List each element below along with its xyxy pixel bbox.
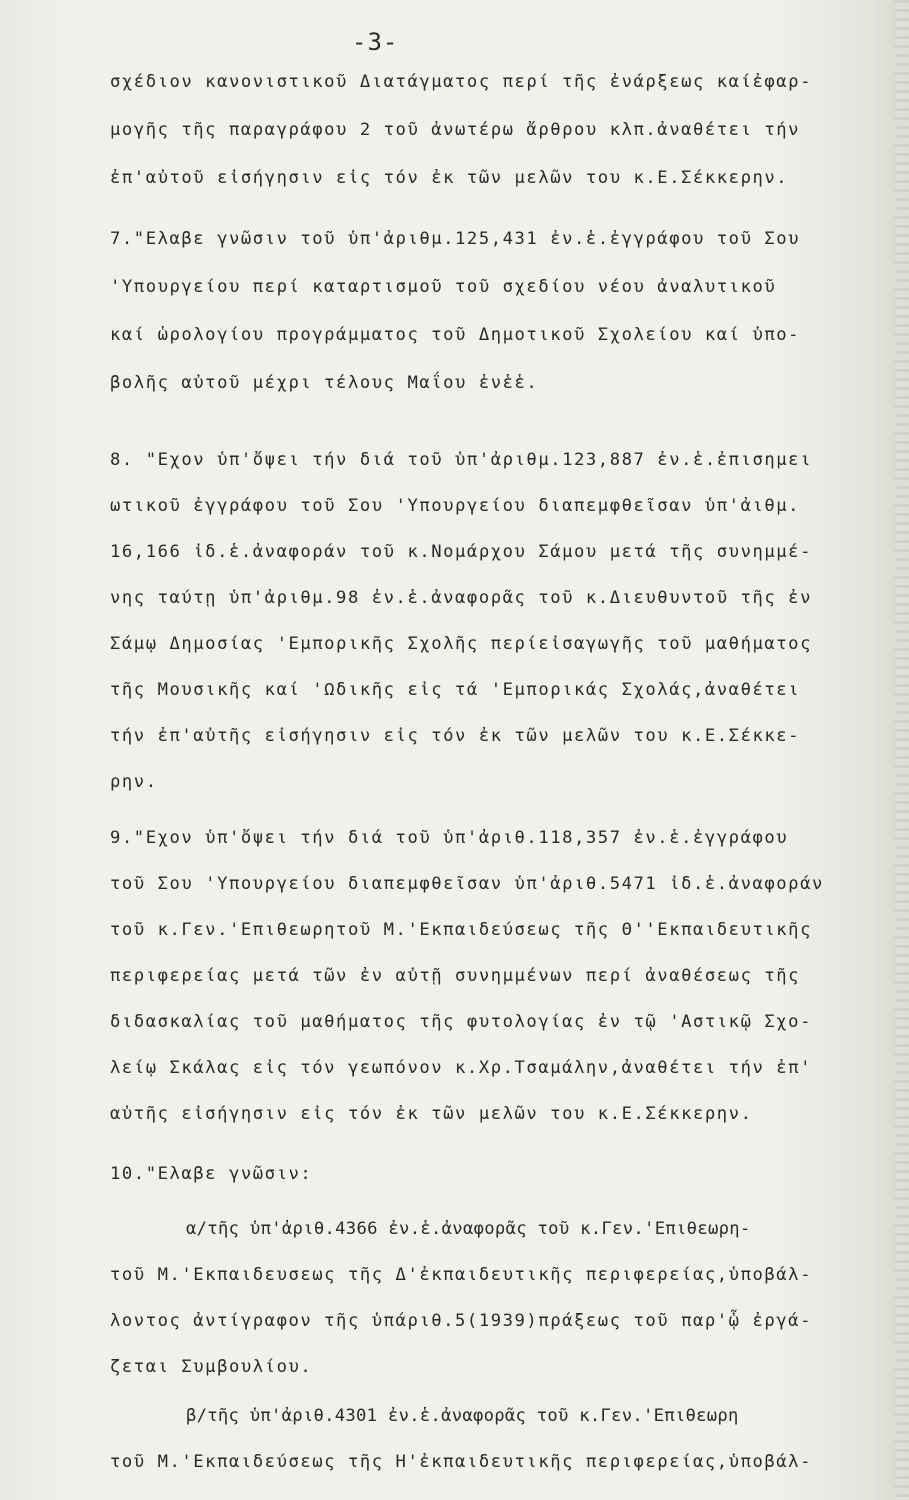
text-line: τοῦ κ.Γεν.'Επιθεωρητοῦ Μ.'Εκπαιδεύσεως τῆς Θ''Εκπαιδευτικῆς xyxy=(110,920,812,940)
text-line: 16,166 ἰδ.ἑ.ἀναφοράν τοῦ κ.Νομάρχου Σάμου μετά τῆς συνημμέ- xyxy=(110,542,812,562)
text-line: μογῆς τῆς παραγράφου 2 τοῦ ἀνωτέρω ἄρθρου κλπ.ἀναθέτει τήν xyxy=(110,120,801,140)
text-line: καί ὡρολογίου προγράμματος τοῦ Δημοτικοῦ Σχολείου καί ὑπο- xyxy=(110,325,801,345)
text-line: νης ταύτῃ ὑπ'ἀριθμ.98 ἐν.ἑ.ἀναφορᾶς τοῦ κ.Διευθυντοῦ τῆς ἐν xyxy=(110,588,812,608)
text-line: 9."Εχον ὑπ'ὄψει τήν διά τοῦ ὑπ'ἀριθ.118,357 ἐν.ἑ.ἐγγράφου xyxy=(110,828,789,848)
text-line: τοῦ Μ.'Εκπαιδεύσεως τῆς Η'ἐκπαιδευτικῆς περιφερείας,ὑποβάλ- xyxy=(110,1452,812,1472)
text-line: α/τῆς ὑπ'ἀριθ.4366 ἐν.ἑ.ἀναφορᾶς τοῦ κ.Γεν.'Επιθεωρη- xyxy=(186,1219,751,1239)
text-line: ζεται Συμβουλίου. xyxy=(110,1357,313,1377)
text-line: λοντος ἀντίγραφον τῆς ὑπάριθ.5(1939)πράξεως τοῦ παρ'ᾧ ἐργά- xyxy=(110,1311,812,1331)
text-line: 7."Ελαβε γνῶσιν τοῦ ὑπ'ἀριθμ.125,431 ἐν.ἑ.ἐγγράφου τοῦ Σου xyxy=(110,229,801,249)
text-line: βολῆς αὐτοῦ μέχρι τέλους Μαΐου ἐνἑἑ. xyxy=(110,373,539,393)
text-line: αὐτῆς εἰσήγησιν εἰς τόν ἐκ τῶν μελῶν του κ.Ε.Σέκκερην. xyxy=(110,1104,753,1124)
text-line: τῆς Μουσικῆς καί 'Ωδικῆς εἰς τά 'Εμπορικάς Σχολάς,ἀναθέτει xyxy=(110,680,801,700)
text-line: διδασκαλίας τοῦ μαθήματος τῆς φυτολογίας ἐν τῷ 'Αστικῷ Σχο- xyxy=(110,1012,812,1032)
text-line: περιφερείας μετά τῶν ἐν αὐτῇ συνημμένων περί ἀναθέσεως τῆς xyxy=(110,966,801,986)
page-edge-shadow xyxy=(895,0,909,1500)
text-line: τήν ἐπ'αὐτῆς εἰσήγησιν εἰς τόν ἐκ τῶν μελῶν του κ.Ε.Σέκκε- xyxy=(110,726,801,746)
text-line: ἐπ'αὐτοῦ εἰσήγησιν εἰς τόν ἐκ τῶν μελῶν του κ.Ε.Σέκκερην. xyxy=(110,168,789,188)
text-line: 'Υπουργείου περί καταρτισμοῦ τοῦ σχεδίου νέου ἀναλυτικοῦ xyxy=(110,277,777,297)
page-number: -3- xyxy=(352,28,399,56)
text-line: ρην. xyxy=(110,772,158,792)
text-line: 8. "Εχον ὑπ'ὄψει τήν διά τοῦ ὑπ'ἀριθμ.123,887 ἐν.ἑ.ἐπισημει xyxy=(110,450,812,470)
text-line: ωτικοῦ ἐγγράφου τοῦ Σου 'Υπουργείου διαπεμφθεῖσαν ὑπ'ἀιθμ. xyxy=(110,496,801,516)
text-line: τοῦ Μ.'Εκπαιδευσεως τῆς Δ'ἐκπαιδευτικῆς περιφερείας,ὑποβάλ- xyxy=(110,1265,812,1285)
text-line: σχέδιον κανονιστικοῦ Διατάγματος περί τῆς ἐνάρξεως καίἐφαρ- xyxy=(110,72,812,92)
text-line: λείῳ Σκάλας εἰς τόν γεωπόνον κ.Χρ.Τσαμάλην,ἀναθέτει τήν ἐπ' xyxy=(110,1058,812,1078)
text-line: β/τῆς ὑπ'ἀριθ.4301 ἐν.ἑ.ἀναφορᾶς τοῦ κ.Γεν.'Επιθεωρη xyxy=(186,1406,739,1426)
text-line: 10."Ελαβε γνῶσιν: xyxy=(110,1164,313,1184)
text-line: Σάμῳ Δημοσίας 'Εμπορικῆς Σχολῆς περίεἰσαγωγῆς τοῦ μαθήματος xyxy=(110,634,812,654)
text-line: τοῦ Σου 'Υπουργείου διαπεμφθεῖσαν ὑπ'ἀριθ.5471 ἰδ.ἑ.ἀναφοράν xyxy=(110,874,824,894)
